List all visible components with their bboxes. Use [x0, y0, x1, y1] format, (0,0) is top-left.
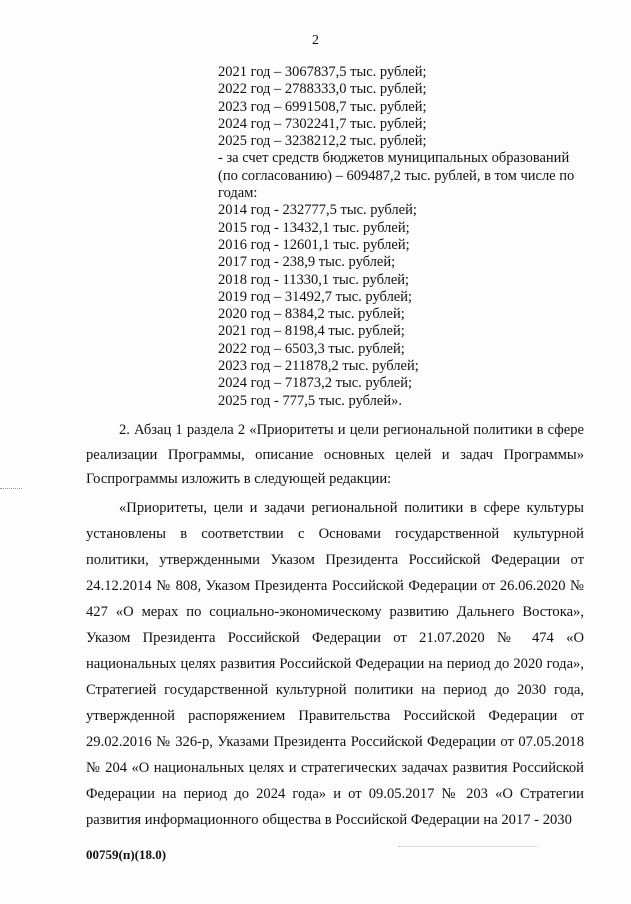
amount-line: 2020 год – 8384,2 тыс. рублей;: [218, 306, 405, 323]
amount-line: 2017 год - 238,9 тыс. рублей;: [218, 254, 396, 271]
amount-line: 2024 год – 71873,2 тыс. рублей;: [218, 375, 413, 392]
document-code: 00759(п)(18.0): [86, 847, 167, 862]
amount-line: 2023 год – 211878,2 тыс. рублей;: [218, 358, 419, 375]
amount-line: 2025 год - 777,5 тыс. рублей».: [218, 392, 402, 409]
quoted-priorities-paragraph: «Приоритеты, цели и задачи региональной политики в сфере культуры установлены в соответствии с Основами государственной культурной политики, утвержденными Указом Президента Российской Федерации от 24.12.2014 № 808, Указом Президента Российской Федерации от 26.06.2020 № 427 «О мерах по социально-экономическому развитию Дальнего Востока», Указом Президента Российской Федерации от 21.07.2020 № 474 «О национальных целях развития Российской Федерации на период до 2020 года», Стратегией государственной культурной политики на период до 2030 года, утвержденной распоряжением Правительства Российской Федерации от 29.02.2016 № 326-р, Указами Президента Российской Федерации от 07.05.2018 № 204 «О национальных целях и стратегических задачах развития Российской Федерации на период до 2024 года» и от 09.05.2017 № 203 «О Стратегии развития информационного общества в Российской Федерации на 2017 - 2030: [86, 500, 584, 828]
amount-line: 2022 год – 2788333,0 тыс. рублей;: [218, 81, 427, 98]
amount-line: 2025 год – 3238212,2 тыс. рублей;: [218, 133, 427, 150]
page-number: 2: [312, 33, 319, 48]
amount-line: 2014 год - 232777,5 тыс. рублей;: [218, 202, 417, 219]
amount-line: 2021 год – 3067837,5 тыс. рублей;: [218, 64, 427, 80]
amount-line: 2018 год - 11330,1 тыс. рублей;: [218, 271, 410, 288]
amount-line: 2021 год – 8198,4 тыс. рублей;: [218, 323, 405, 340]
municipal-funding-note: - за счет средств бюджетов муниципальных образований (по согласованию) – 609487,2 тыс. рублей, в том числе по годам:: [218, 150, 575, 202]
amount-line: 2024 год – 7302241,7 тыс. рублей;: [218, 115, 427, 132]
amendment-paragraph: 2. Абзац 1 раздела 2 «Приоритеты и цели региональной политики в сфере реализации Программы, описание основных целей и задач Программы» Госпрограммы изложить в следующей редакции:: [86, 422, 584, 487]
amount-line: 2022 год – 6503,3 тыс. рублей;: [218, 340, 405, 357]
scan-artifact: [0, 488, 22, 491]
amount-line: 2016 год - 12601,1 тыс. рублей;: [218, 236, 410, 253]
scan-artifact: [398, 846, 538, 849]
amount-line: 2015 год - 13432,1 тыс. рублей;: [218, 219, 410, 236]
amount-line: 2023 год – 6991508,7 тыс. рублей;: [218, 98, 427, 115]
amount-line: 2019 год – 31492,7 тыс. рублей;: [218, 288, 413, 305]
funding-amounts-block: [218, 64, 590, 410]
